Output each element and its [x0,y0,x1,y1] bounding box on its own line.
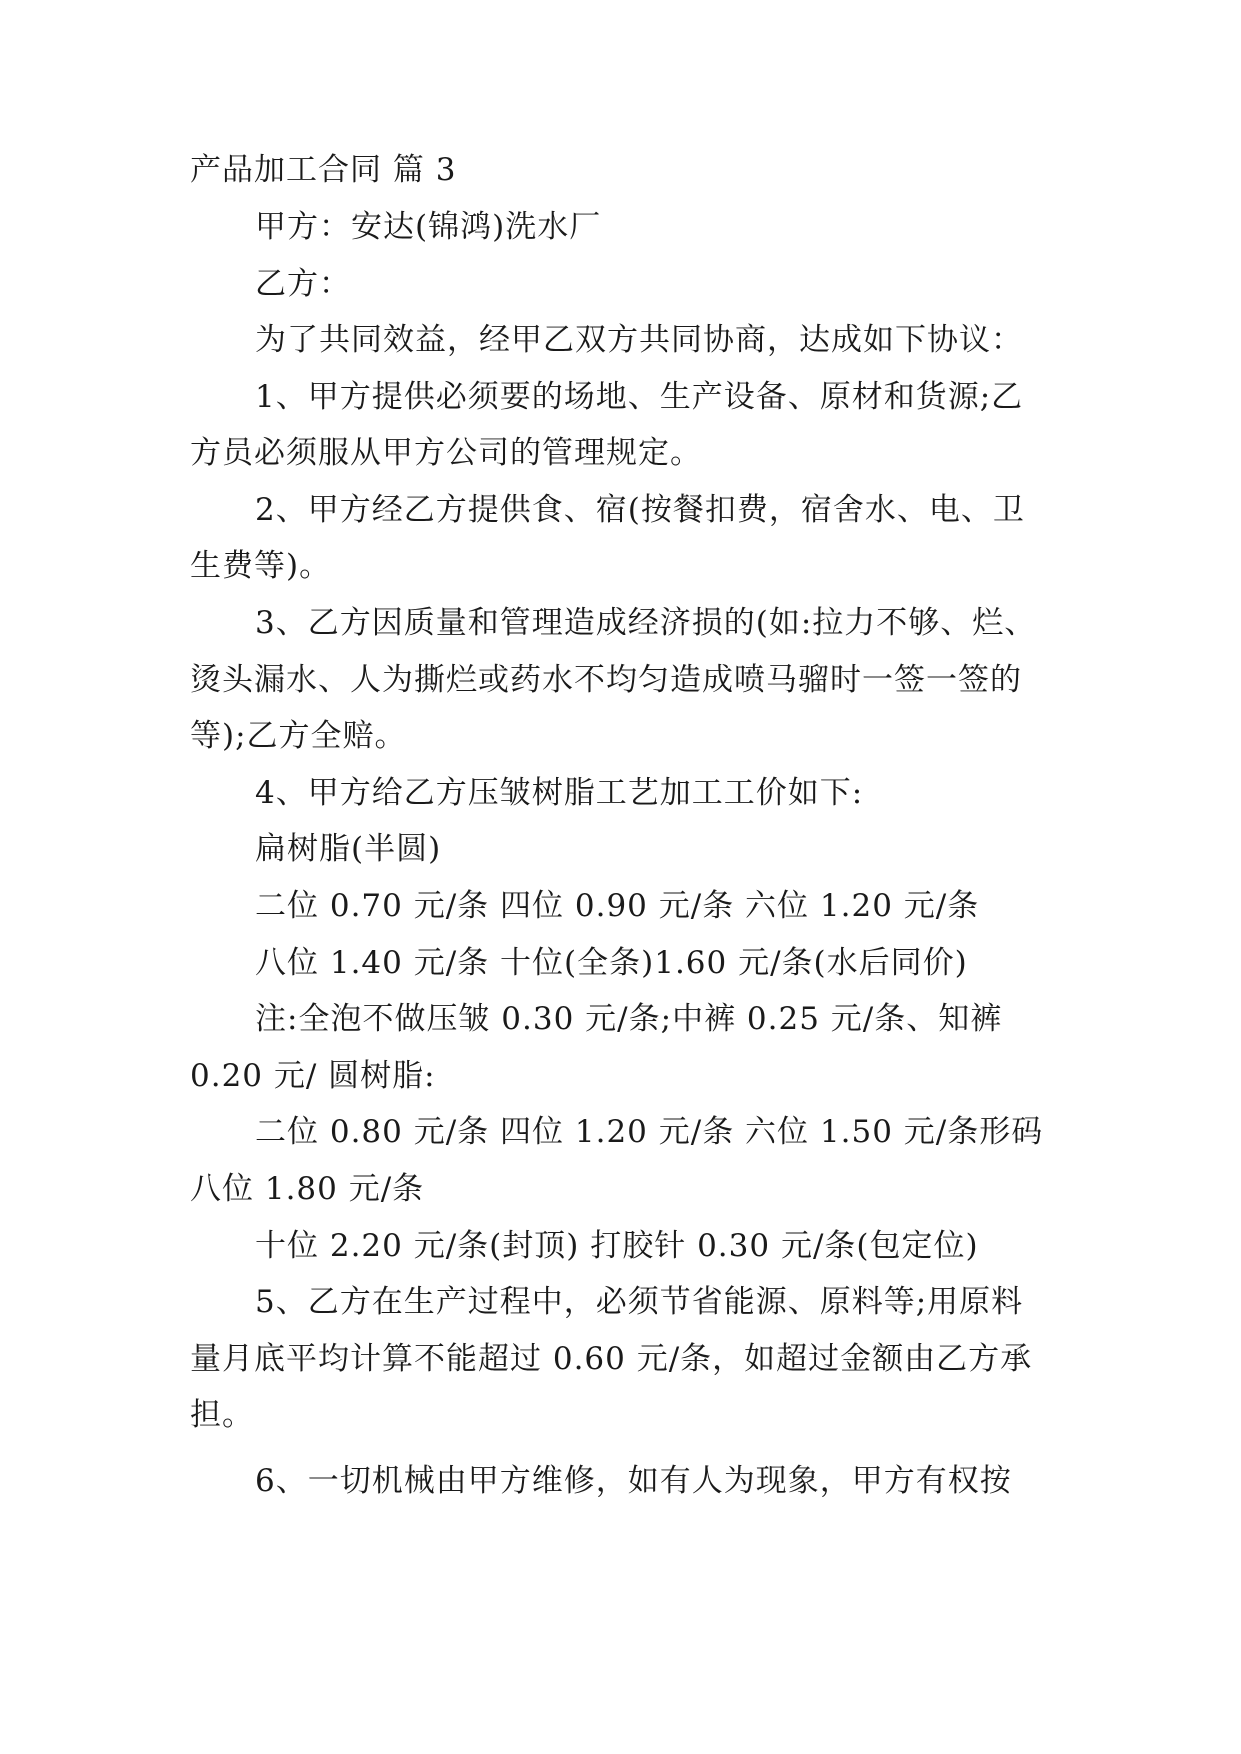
clause-1-line-2: 方员必须服从甲方公司的管理规定。 [190,435,702,471]
flat-resin-prices-1: 二位 0.70 元/条 四位 0.90 元/条 六位 1.20 元/条 [255,888,980,924]
note-line-2: 0.20 元/ 圆树脂: [190,1058,436,1094]
clause-5-line-3: 担。 [190,1397,254,1433]
clause-2-line-1: 2、甲方经乙方提供食、宿(按餐扣费，宿舍水、电、卫 [255,492,1025,528]
round-resin-prices-3: 十位 2.20 元/条(封顶) 打胶针 0.30 元/条(包定位) [255,1228,979,1264]
clause-6-line-1: 6、一切机械由甲方维修，如有人为现象，甲方有权按 [255,1463,1012,1499]
clause-3-line-1: 3、乙方因质量和管理造成经济损的(如:拉力不够、烂、 [255,605,1037,641]
clause-5-line-2: 量月底平均计算不能超过 0.60 元/条，如超过金额由乙方承 [190,1341,1033,1377]
round-resin-prices-2: 八位 1.80 元/条 [190,1171,425,1207]
party-a-line: 甲方：安达(锦鸿)洗水厂 [255,209,602,245]
clause-3-line-3: 等);乙方全赔。 [190,718,407,754]
preamble-line: 为了共同效益，经甲乙双方共同协商，达成如下协议： [255,322,1023,358]
party-b-line: 乙方： [255,266,351,302]
flat-resin-prices-2: 八位 1.40 元/条 十位(全条)1.60 元/条(水后同价) [255,945,968,981]
round-resin-prices-1: 二位 0.80 元/条 四位 1.20 元/条 六位 1.50 元/条形码 [255,1114,1044,1150]
clause-3-line-2: 烫头漏水、人为撕烂或药水不均匀造成喷马骝时一签一签的 [190,662,1022,698]
clause-5-line-1: 5、乙方在生产过程中，必须节省能源、原料等;用原料 [255,1284,1024,1320]
document-title: 产品加工合同 篇 3 [190,152,457,188]
clause-1-line-1: 1、甲方提供必须要的场地、生产设备、原材和货源;乙 [255,379,1024,415]
clause-2-line-2: 生费等)。 [190,548,332,584]
note-line-1: 注:全泡不做压皱 0.30 元/条;中裤 0.25 元/条、知裤 [255,1001,1003,1037]
flat-resin-heading: 扁树脂(半圆) [255,831,442,867]
clause-4-line-1: 4、甲方给乙方压皱树脂工艺加工工价如下: [255,775,864,811]
